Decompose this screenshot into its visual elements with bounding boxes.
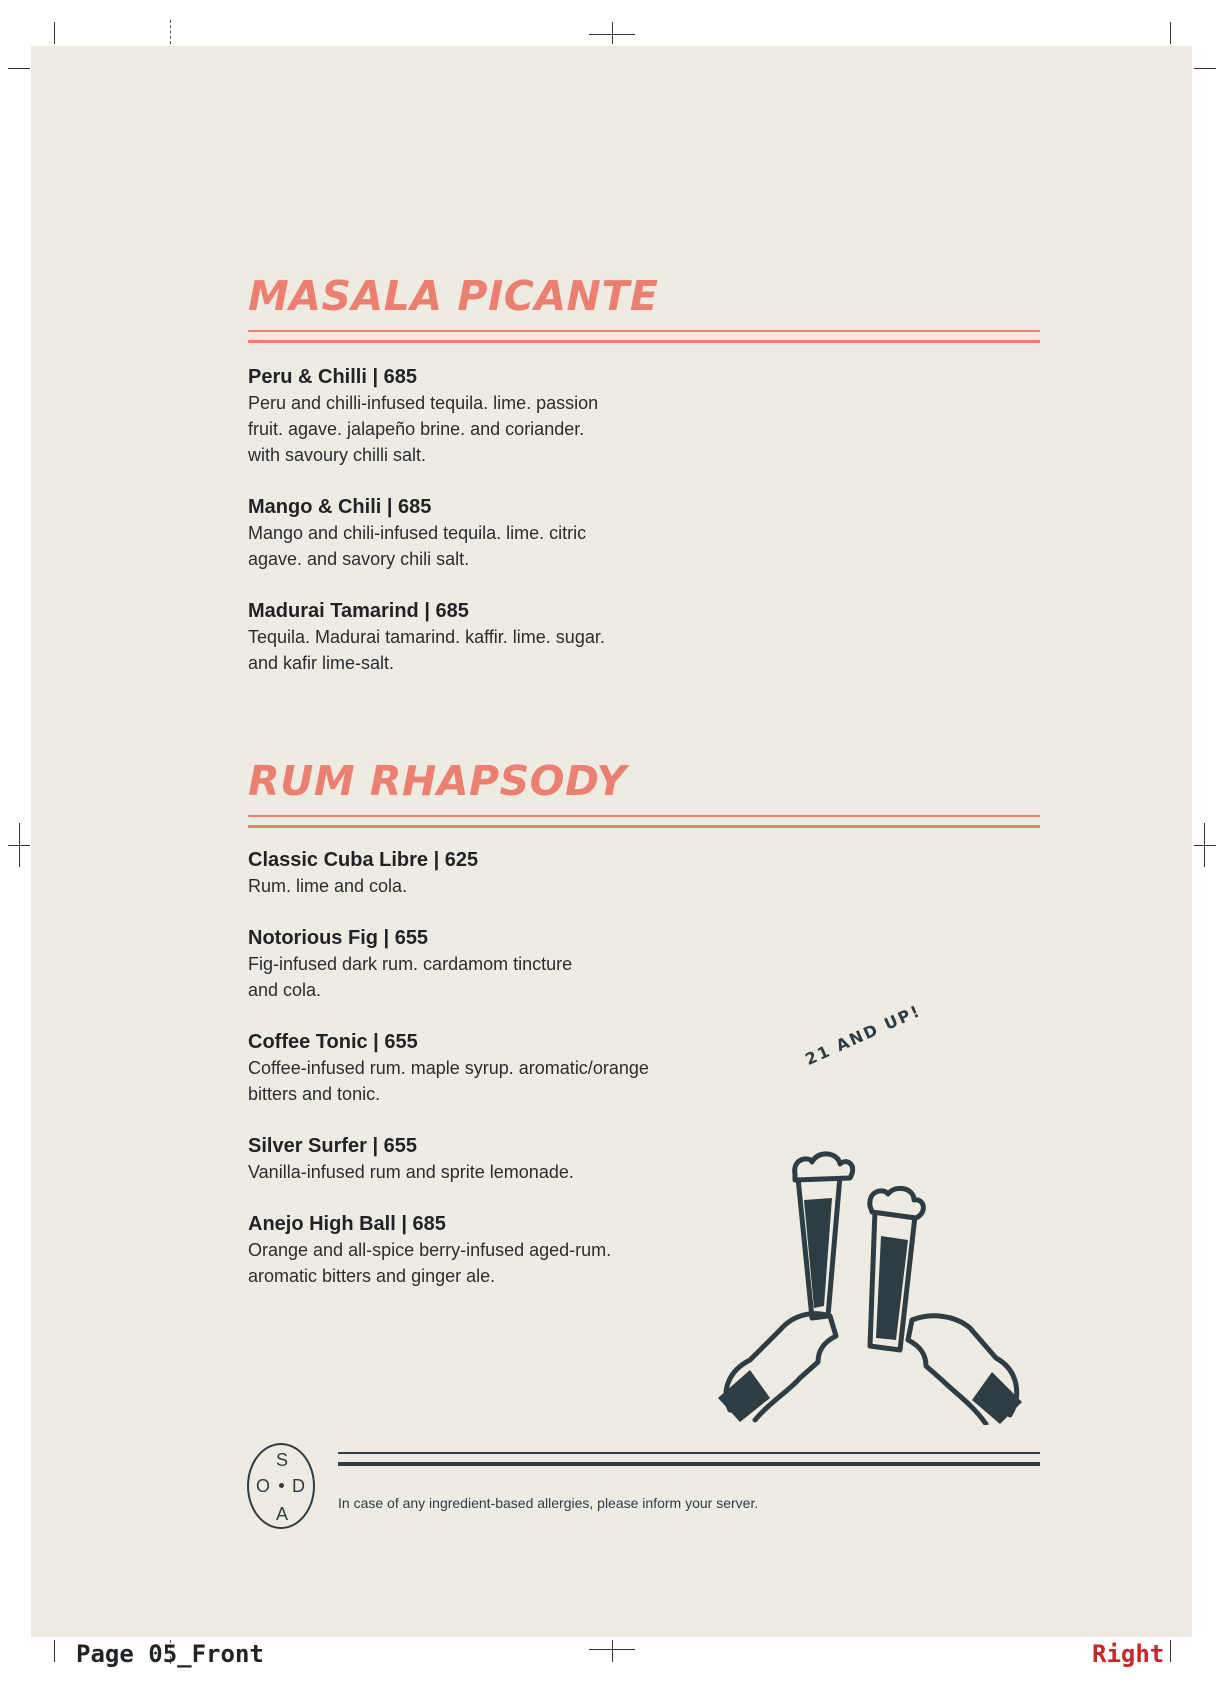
description-line: Peru and chilli-infused tequila. lime. passion (248, 393, 599, 413)
menu-item (248, 847, 718, 899)
allergy-note: In case of any ingredient-based allergies, please inform your server. (338, 1495, 759, 1511)
item-name: Anejo High Ball | 685 (248, 1213, 446, 1235)
section-title: RUM RHAPSODY (248, 757, 627, 805)
divider-line (248, 825, 1040, 828)
menu-item (248, 1029, 718, 1107)
description-line: Fig-infused dark rum. cardamom tincture (248, 954, 573, 974)
logo-letter: A (276, 1504, 289, 1524)
menu-item (248, 494, 718, 572)
age-badge: 21 AND UP! (802, 1001, 924, 1069)
description-line: agave. and savory chili salt. (248, 549, 470, 569)
logo-letter: D (292, 1476, 305, 1496)
menu-item (248, 1211, 718, 1289)
description-line: Coffee-infused rum. maple syrup. aromatic/orange (248, 1058, 649, 1078)
description-line: Orange and all-spice berry-infused aged-rum. (248, 1240, 612, 1260)
logo-dot (279, 1483, 284, 1488)
item-description (248, 520, 668, 572)
crop-mark-left-top (8, 68, 30, 69)
menu-item (248, 925, 718, 1003)
registration-mark-bottom-v (612, 1640, 613, 1662)
item-description (248, 390, 668, 468)
registration-mark-left-v (19, 823, 20, 867)
crop-mark-top-dashed (170, 20, 171, 44)
logo-letter: O (256, 1476, 271, 1496)
soda-logo (247, 1443, 315, 1529)
item-description (248, 951, 668, 1003)
description-line: with savoury chilli salt. (248, 445, 427, 465)
menu-item (248, 364, 718, 468)
description-line: Rum. lime and cola. (248, 876, 408, 896)
footer-divider-line (338, 1462, 1040, 1466)
description-line: Tequila. Madurai tamarind. kaffir. lime. sugar. (248, 627, 605, 647)
section-title: MASALA PICANTE (248, 272, 659, 320)
description-line: fruit. agave. jalapeño brine. and coriander. (248, 419, 585, 439)
section-divider (248, 815, 1040, 827)
item-description (248, 1055, 718, 1107)
item-name: Madurai Tamarind | 685 (248, 600, 469, 622)
item-description (248, 873, 668, 899)
menu-item (248, 1133, 718, 1185)
divider-line (248, 815, 1040, 817)
registration-mark-right-h (1194, 845, 1216, 846)
item-name: Peru & Chilli | 685 (248, 366, 417, 388)
crop-mark-top-left (54, 22, 55, 44)
section-divider (248, 330, 1040, 342)
crop-mark-top-right (1170, 22, 1171, 44)
page-slug: Page 05_Front (76, 1640, 264, 1668)
description-line: bitters and tonic. (248, 1084, 381, 1104)
description-line: aromatic bitters and ginger ale. (248, 1266, 496, 1286)
page-side-label: Right (1092, 1640, 1165, 1668)
registration-mark-top-v (612, 22, 613, 44)
item-name: Notorious Fig | 655 (248, 927, 429, 949)
description-line: and cola. (248, 980, 322, 1000)
item-description (248, 624, 668, 676)
menu-item (248, 598, 718, 676)
registration-mark-right-v (1204, 823, 1205, 867)
crop-mark-bottom-right (1170, 1640, 1171, 1662)
divider-line (248, 330, 1040, 332)
footer-divider-line (338, 1452, 1040, 1454)
crop-mark-right-top (1194, 68, 1216, 69)
item-description (248, 1237, 668, 1289)
item-description (248, 1159, 668, 1185)
description-line: and kafir lime-salt. (248, 653, 395, 673)
description-line: Mango and chili-infused tequila. lime. citric (248, 523, 587, 543)
crop-mark-bottom-left (54, 1640, 55, 1662)
item-name: Coffee Tonic | 655 (248, 1031, 418, 1053)
item-name: Silver Surfer | 655 (248, 1135, 418, 1157)
item-name: Mango & Chili | 685 (248, 496, 432, 518)
beer-cheers-icon (700, 1140, 1040, 1425)
divider-line (248, 340, 1040, 343)
item-name: Classic Cuba Libre | 625 (248, 849, 479, 871)
logo-letter: S (276, 1450, 289, 1470)
description-line: Vanilla-infused rum and sprite lemonade. (248, 1162, 574, 1182)
